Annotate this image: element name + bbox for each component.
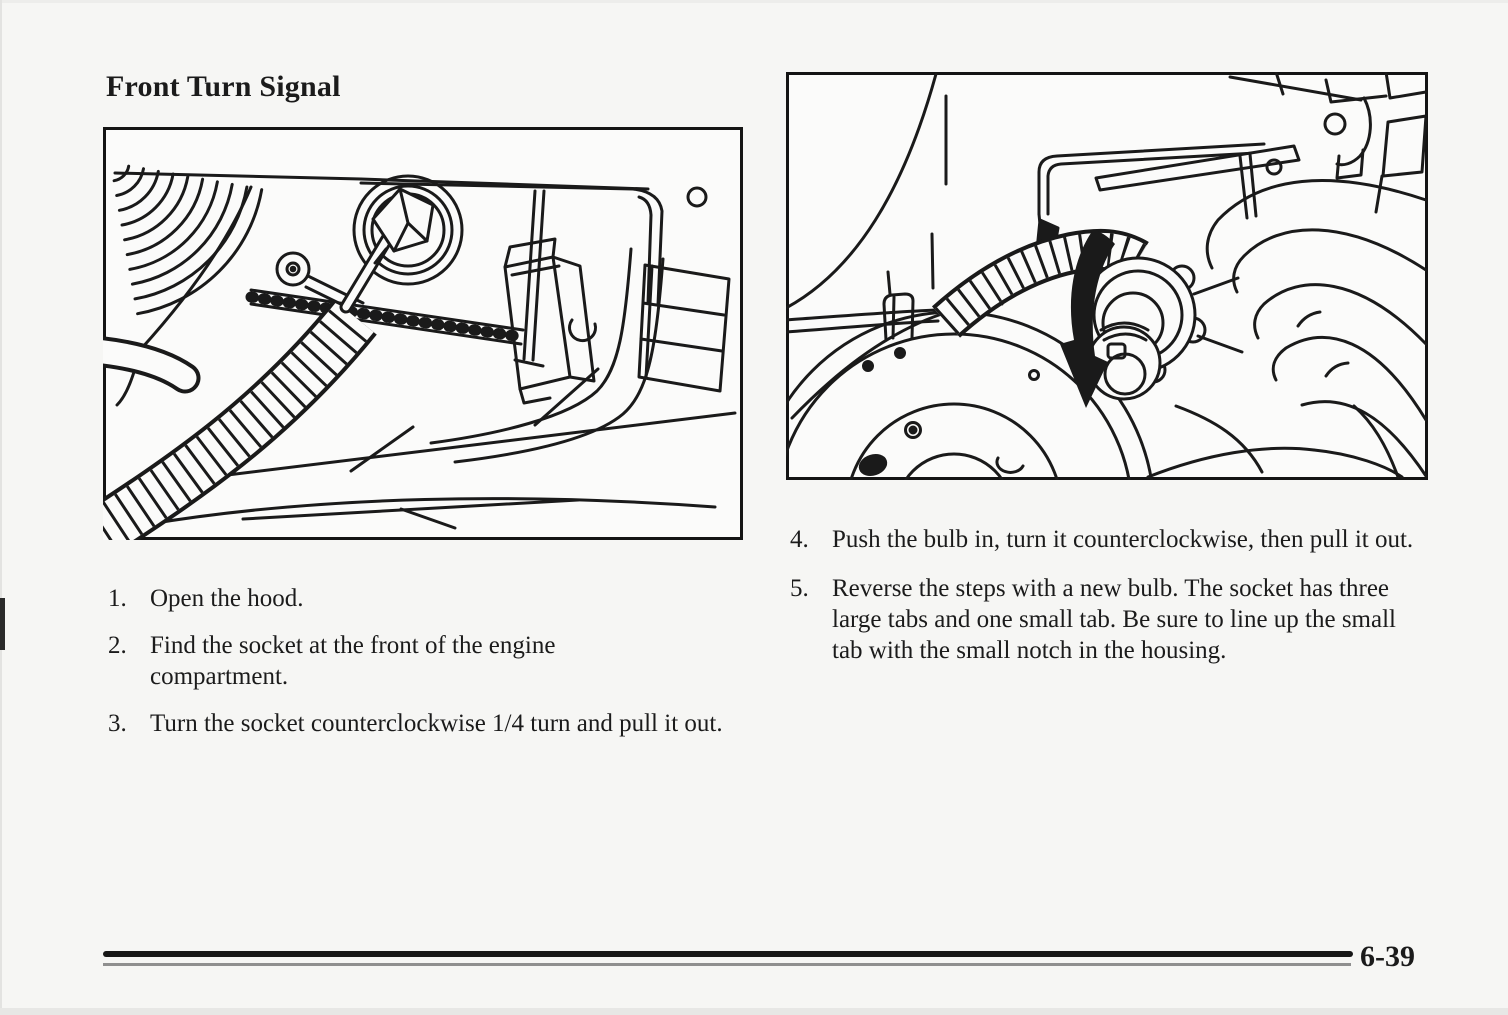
section-title: Front Turn Signal xyxy=(106,70,341,103)
step-item xyxy=(108,583,758,614)
scan-artifact-left-line xyxy=(0,0,2,1015)
step-text: Reverse the steps with a new bulb. The socket has three large tabs and one small tab. Be sure to line up the small tab with the small notch in the housing. xyxy=(832,575,1396,664)
step-item xyxy=(108,630,758,692)
step-item xyxy=(790,524,1470,555)
step-number: 2. xyxy=(108,632,127,659)
step-text: Open the hood. xyxy=(150,585,304,612)
step-number: 4. xyxy=(790,526,809,553)
scan-artifact-top-edge xyxy=(0,0,1508,3)
instruction-list-right xyxy=(790,524,1470,684)
footer-rule-secondary xyxy=(103,963,1351,966)
footer-rule-primary xyxy=(103,951,1353,957)
scan-artifact-left-mark xyxy=(0,598,5,650)
step-number: 3. xyxy=(108,710,127,737)
page-number: 6-39 xyxy=(1360,940,1415,973)
step-item xyxy=(108,708,758,739)
step-number: 1. xyxy=(108,585,127,612)
step-text: Push the bulb in, turn it counterclockwise, then pull it out. xyxy=(832,526,1414,553)
scan-artifact-bottom-band xyxy=(0,1008,1508,1015)
step-text: Find the socket at the front of the engine compartment. xyxy=(150,632,556,690)
figure-socket-location-illustration xyxy=(103,127,743,540)
figure-bulb-removal-illustration xyxy=(786,72,1428,480)
step-item xyxy=(790,573,1470,666)
instruction-list-left xyxy=(108,583,758,755)
step-number: 5. xyxy=(790,575,809,602)
step-text: Turn the socket counterclockwise 1/4 turn and pull it out. xyxy=(150,710,723,737)
